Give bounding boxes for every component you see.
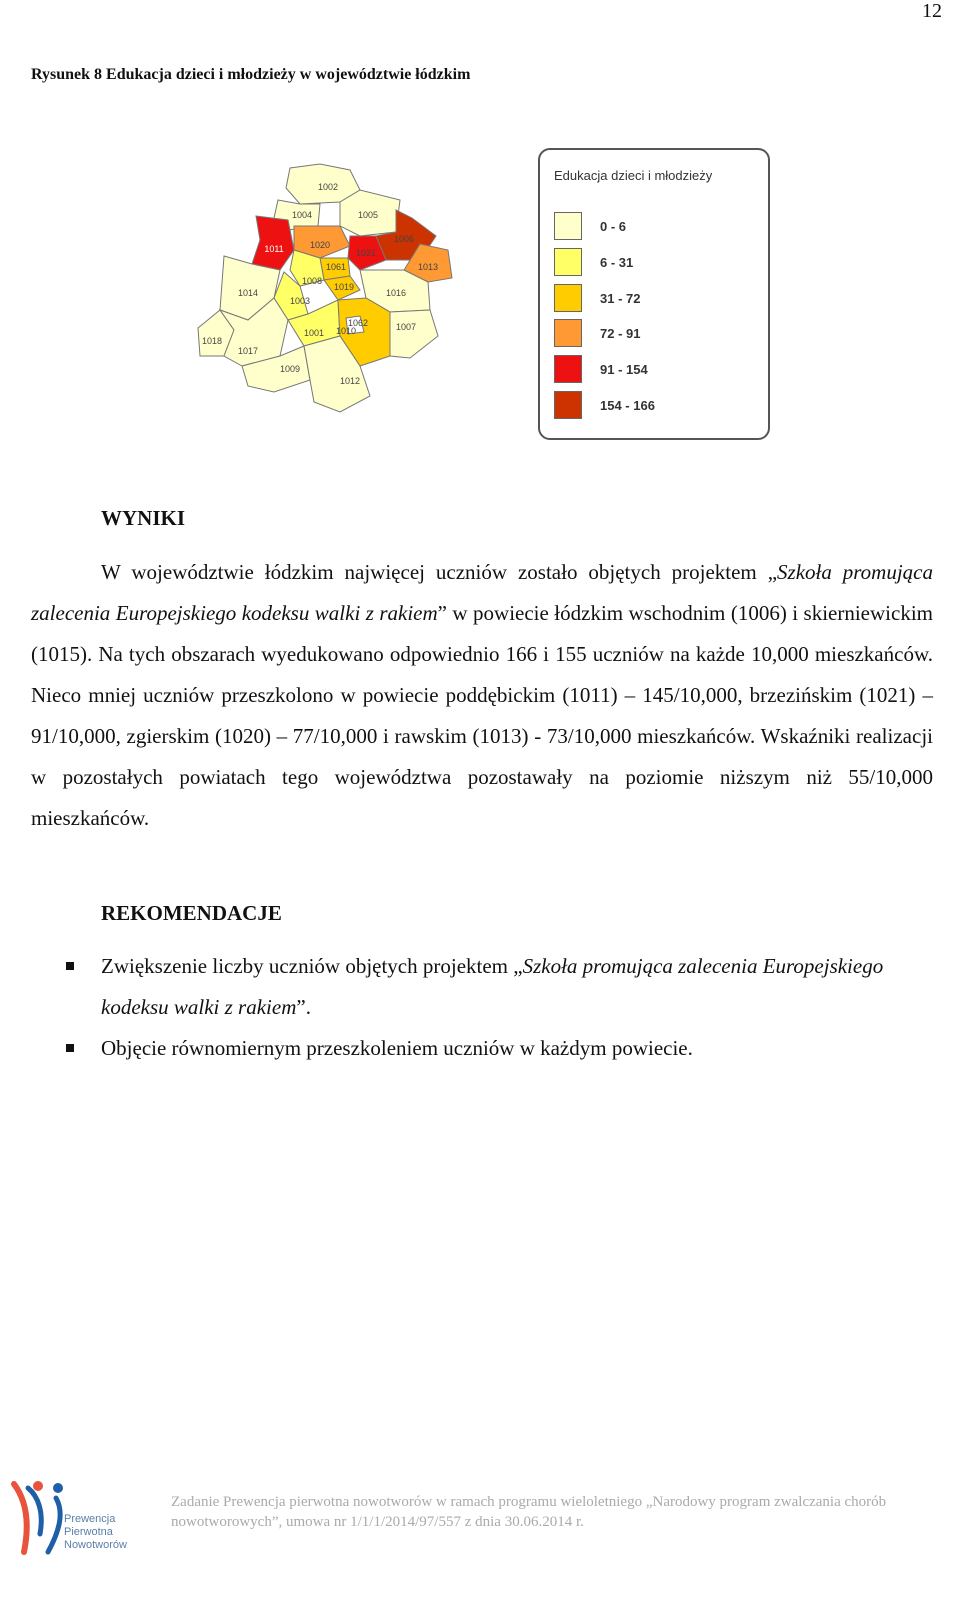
results-text-end: ” w powiecie łódzkim wschodnim (1006) i skierniewickim (1015). Na tych obszarach wyedukowano odpowiednio 166 i 155 uczniów na każde 10,000 mieszkańców. Nieco mniej uczniów przeszkolono w powiecie poddębickim (1011) – 145/10,000, brzezińskim (1021) – 91/10,000, zgierskim (1020) – 77/10,000 i rawskim (1013) - 73/10,000 mieszkańców. Wskaźniki realizacji w pozostałych powiatach tego województwa pozostawały na poziomie niższym niż 55/10,000 mieszkańców. [31, 601, 933, 830]
region-label: 1003 [289, 296, 311, 306]
results-paragraph [31, 552, 933, 839]
region-label: 1002 [317, 182, 339, 192]
region-label: 1008 [301, 276, 323, 286]
footer-text: Zadanie Prewencja pierwotna nowotworów w ramach programu wieloletniego „Narodowy program zwalczania chorób nowotworowych”, umowa nr 1/1/1/2014/97/557 z dnia 30.06.2014 r. [171, 1494, 887, 1530]
region-label: 1011 [264, 244, 284, 254]
region-label: 1019 [333, 282, 355, 292]
legend-label: 6 - 31 [600, 254, 634, 270]
page-number: 12 [922, 0, 942, 22]
logo-text: Pierwotna [64, 1526, 113, 1538]
region-label: 1021 [355, 248, 377, 258]
legend-title: Edukacja dzieci i młodzieży [554, 168, 713, 183]
recommendation-text-end: ”. [296, 995, 311, 1019]
project-title: Szkoła promująca zalecenia Europejskiego kodeksu walki z rakiem [31, 560, 934, 625]
legend-swatch [554, 319, 582, 347]
legend-label: 0 - 6 [600, 218, 627, 234]
legend-swatch [554, 284, 582, 312]
region-label: 1007 [395, 322, 417, 332]
legend-item [554, 355, 648, 383]
region-label: 1006 [393, 234, 415, 244]
heading-wyniki: WYNIKI [101, 506, 186, 530]
region-label: 1005 [357, 210, 379, 220]
legend-swatch [554, 355, 582, 383]
region-label: 1020 [309, 240, 331, 250]
prewencja-logo [4, 1478, 144, 1558]
region-1011 [252, 216, 294, 270]
region-label: 1061 [325, 262, 347, 272]
figure-caption: Rysunek 8 Edukacja dzieci i młodzieży w województwie łódzkim [31, 66, 471, 83]
region-label: 1062 [347, 318, 369, 328]
project-title: Szkoła promująca zalecenia Europejskiego kodeksu walki z rakiem [101, 954, 884, 1019]
region-label: 1018 [201, 336, 223, 346]
legend-label: 31 - 72 [600, 290, 641, 306]
region-label: 1001 [303, 328, 325, 338]
legend-swatch [554, 248, 582, 276]
region-label: 1004 [291, 210, 313, 220]
region-label: 1010 [335, 326, 357, 336]
bullet-icon [66, 1044, 74, 1052]
region-label: 1009 [279, 364, 301, 374]
legend-label: 72 - 91 [600, 325, 641, 341]
legend-label: 154 - 166 [600, 397, 655, 413]
legend-item [554, 284, 640, 312]
results-text-start: W województwie łódzkim najwięcej uczniów zostało objętych projektem „ [101, 560, 778, 584]
legend-swatch [554, 212, 582, 240]
map-legend [538, 148, 770, 440]
heading-rekomendacje: REKOMENDACJE [101, 901, 282, 925]
district-map [190, 160, 470, 420]
legend-swatch [554, 391, 582, 419]
recommendation-item: Objęcie równomiernym przeszkoleniem uczniów w każdym powiecie. [101, 1036, 693, 1060]
region-label: 1017 [237, 346, 259, 356]
logo-text: Nowotworów [64, 1539, 127, 1551]
legend-item [554, 248, 633, 276]
recommendation-text-start: Zwiększenie liczby uczniów objętych projektem „ [101, 954, 523, 978]
recommendation-item [101, 946, 901, 1028]
legend-item [554, 391, 655, 419]
region-label: 1013 [417, 262, 439, 272]
logo-text: Prewencja [64, 1513, 116, 1525]
legend-item [554, 212, 626, 240]
region-label: 1016 [385, 288, 407, 298]
region-label: 1014 [237, 288, 259, 298]
legend-item [554, 319, 640, 347]
legend-label: 91 - 154 [600, 361, 648, 377]
region-1007 [390, 310, 438, 358]
region-label: 1012 [339, 376, 361, 386]
bullet-icon [66, 962, 74, 970]
